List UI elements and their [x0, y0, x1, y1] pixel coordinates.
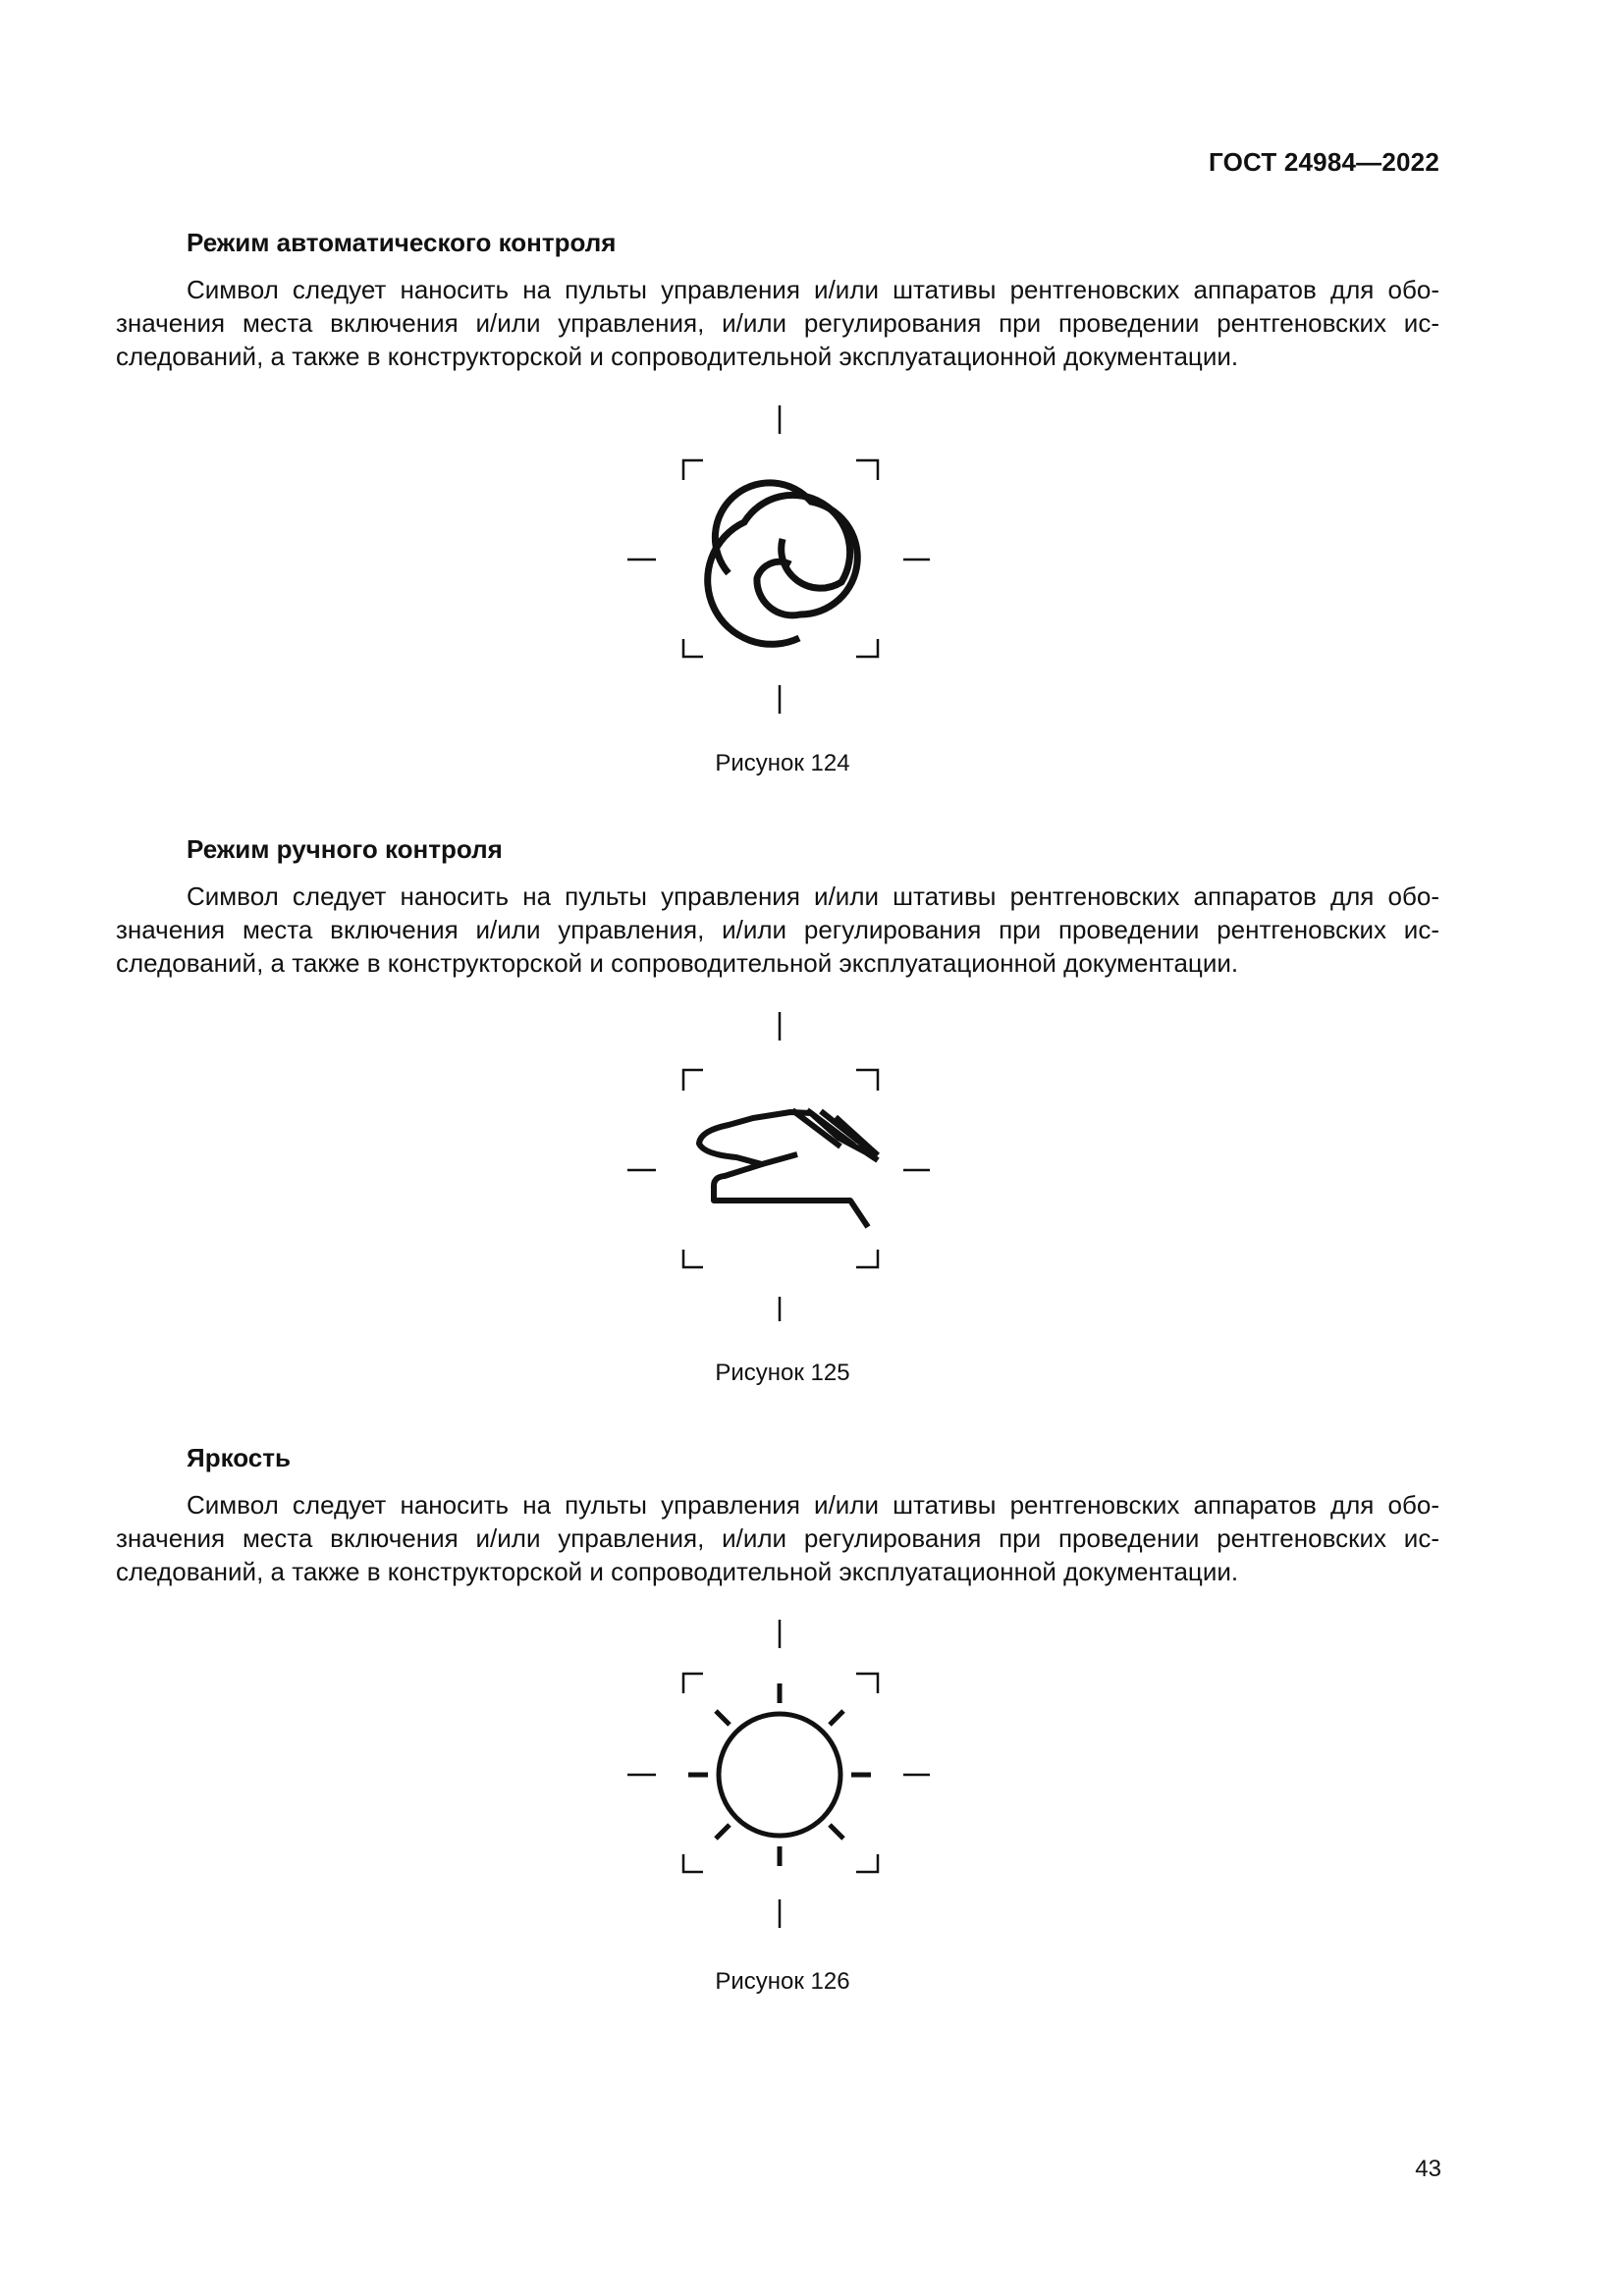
paragraph-line: Символ следует наносить на пульты управления и/или штативы рентгеновских аппаратов для обо-	[187, 881, 1439, 911]
paragraph-line: следований, а также в конструкторской и сопроводительной эксплуатационной документации.	[116, 1557, 1239, 1586]
paragraph-line: значения места включения и/или управления, и/или регулирования при проведении рентгеновских ис-	[116, 915, 1439, 944]
figure-caption-124: Рисунок 124	[715, 750, 850, 776]
hand-glyph	[699, 1110, 878, 1227]
figure-brightness	[616, 1616, 930, 1930]
registration-marks	[627, 1620, 930, 1928]
brightness-sun-icon	[616, 1616, 930, 1930]
section-heading-brightness: Яркость	[187, 1443, 291, 1472]
paragraph-line: значения места включения и/или управления, и/или регулирования при проведении рентгеновских ис-	[116, 1523, 1439, 1553]
paragraph-line: значения места включения и/или управления, и/или регулирования при проведении рентгеновских ис-	[116, 308, 1439, 338]
document-code: ГОСТ 24984—2022	[1209, 147, 1439, 177]
figure-automatic-control	[616, 400, 930, 715]
section-paragraph-manual-control	[116, 880, 1439, 980]
section-heading-automatic-control: Режим автоматического контроля	[187, 228, 617, 257]
page-number: 43	[1415, 2156, 1441, 2182]
figure-manual-control	[616, 1007, 930, 1321]
paragraph-line: Символ следует наносить на пульты управления и/или штативы рентгеновских аппаратов для обо-	[187, 1490, 1439, 1520]
figure-caption-125: Рисунок 125	[715, 1360, 850, 1386]
paragraph-line: следований, а также в конструкторской и сопроводительной эксплуатационной документации.	[116, 342, 1239, 371]
paragraph-line: следований, а также в конструкторской и сопроводительной эксплуатационной документации.	[116, 948, 1239, 978]
sun-glyph	[688, 1683, 871, 1866]
paragraph-line: Символ следует наносить на пульты управления и/или штативы рентгеновских аппаратов для обо-	[187, 275, 1439, 304]
section-paragraph-automatic-control	[116, 273, 1439, 373]
figure-caption-126: Рисунок 126	[715, 1968, 850, 1995]
section-heading-manual-control: Режим ручного контроля	[187, 834, 503, 864]
registration-marks	[627, 1012, 930, 1321]
manual-control-hand-icon	[616, 1007, 930, 1321]
spiral-glyph	[708, 483, 858, 644]
section-paragraph-brightness	[116, 1488, 1439, 1588]
automatic-control-spiral-icon	[616, 400, 930, 715]
